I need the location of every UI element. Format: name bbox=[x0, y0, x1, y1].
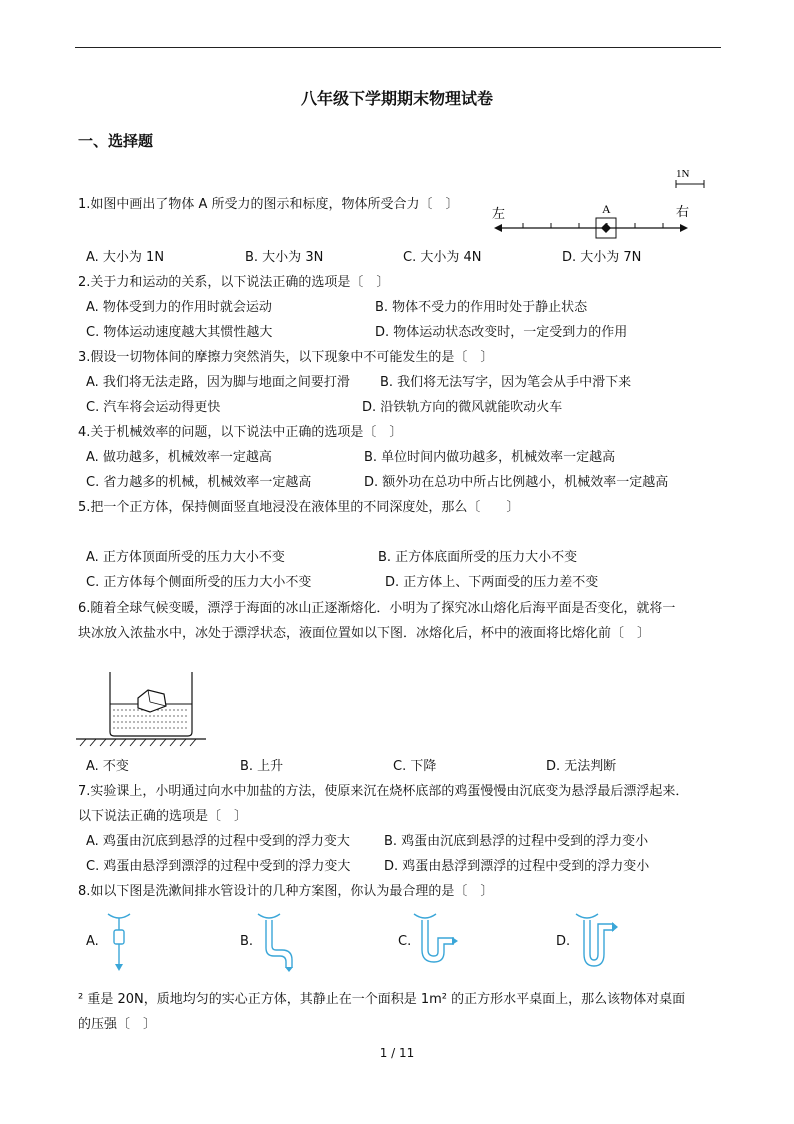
q5-option-b[interactable]: B. 正方体底面所受的压力大小不变 bbox=[378, 550, 578, 565]
page-title: 八年级下学期期末物理试卷 bbox=[300, 89, 493, 108]
q2-option-b[interactable]: B. 物体不受力的作用时处于静止状态 bbox=[375, 300, 588, 315]
right-label: 右 bbox=[676, 205, 690, 220]
q4-option-b[interactable]: B. 单位时间内做功越多，机械效率一定越高 bbox=[364, 450, 616, 465]
question-3-stem: 3.假设一切物体间的摩擦力突然消失，以下现象中不可能发生的是〔 〕 bbox=[78, 350, 494, 365]
question-7-stem-line-1: 7.实验课上，小明通过向水中加盐的方法，使原来沉在烧杯底部的鸡蛋慢慢由沉底变为悬浮最后漂浮起来． bbox=[78, 784, 689, 799]
question-9-stem-line-1: ² 重是 20N，质地均匀的实心正方体，其静止在一个面积是 1m² 的正方形水平桌面上，那么该物体对桌面 bbox=[78, 992, 686, 1007]
q5-option-c[interactable]: C. 正方体每个侧面所受的压力大小不变 bbox=[86, 575, 312, 590]
header-rule bbox=[75, 47, 721, 48]
question-5-stem: 5.把一个正方体，保持侧面竖直地浸没在液体里的不同深度处，那么〔 〕 bbox=[78, 500, 520, 515]
q1-option-b[interactable]: B. 大小为 3N bbox=[245, 250, 324, 265]
q8-option-b[interactable]: B. bbox=[240, 934, 254, 949]
q7-option-c[interactable]: C. 鸡蛋由悬浮到漂浮的过程中受到的浮力变大 bbox=[86, 859, 351, 874]
question-7-stem-line-2: 以下说法正确的选项是〔 〕 bbox=[78, 809, 248, 824]
q2-option-d[interactable]: D. 物体运动状态改变时，一定受到力的作用 bbox=[375, 325, 628, 340]
object-point-icon bbox=[601, 223, 611, 233]
q8-option-d[interactable]: D. bbox=[556, 934, 571, 949]
arrow-right-icon bbox=[680, 224, 688, 232]
question-1-stem: 1.如图中画出了物体 A 所受力的图示和标度，物体所受合力〔 〕 bbox=[78, 197, 459, 212]
drain-p-trap-icon bbox=[412, 910, 458, 972]
scale-label: 1N bbox=[676, 168, 690, 180]
q8-option-c[interactable]: C. bbox=[398, 934, 412, 949]
q3-option-c[interactable]: C. 汽车将会运动得更快 bbox=[86, 400, 221, 415]
q6-option-a[interactable]: A. 不变 bbox=[86, 759, 129, 774]
q2-option-c[interactable]: C. 物体运动速度越大其惯性越大 bbox=[86, 325, 273, 340]
q4-option-d[interactable]: D. 额外功在总功中所占比例越小，机械效率一定越高 bbox=[364, 475, 669, 490]
q1-option-c[interactable]: C. 大小为 4N bbox=[403, 250, 482, 265]
q7-option-a[interactable]: A. 鸡蛋由沉底到悬浮的过程中受到的浮力变大 bbox=[86, 834, 350, 849]
q3-option-d[interactable]: D. 沿铁轨方向的微风就能吹动火车 bbox=[362, 400, 563, 415]
q2-option-a[interactable]: A. 物体受到力的作用时就会运动 bbox=[86, 300, 272, 315]
q3-option-a[interactable]: A. 我们将无法走路，因为脚与地面之间要打滑 bbox=[86, 375, 350, 390]
force-diagram bbox=[486, 160, 716, 240]
q7-option-d[interactable]: D. 鸡蛋由悬浮到漂浮的过程中受到的浮力变小 bbox=[384, 859, 650, 874]
arrow-left-icon bbox=[494, 224, 502, 232]
q3-option-b[interactable]: B. 我们将无法写字，因为笔会从手中滑下来 bbox=[380, 375, 632, 390]
q1-option-a[interactable]: A. 大小为 1N bbox=[86, 250, 165, 265]
q4-option-c[interactable]: C. 省力越多的机械，机械效率一定越高 bbox=[86, 475, 312, 490]
question-2-stem: 2.关于力和运动的关系，以下说法正确的选项是〔 〕 bbox=[78, 275, 390, 290]
question-8-stem: 8.如以下图是洗漱间排水管设计的几种方案图，你认为最合理的是〔 〕 bbox=[78, 884, 494, 899]
q7-option-b[interactable]: B. 鸡蛋由沉底到悬浮的过程中受到的浮力变小 bbox=[384, 834, 649, 849]
question-9-stem-line-2: 的压强〔 〕 bbox=[78, 1017, 157, 1032]
section-heading: 一、选择题 bbox=[78, 132, 154, 150]
q5-option-a[interactable]: A. 正方体顶面所受的压力大小不变 bbox=[86, 550, 285, 565]
q4-option-a[interactable]: A. 做功越多，机械效率一定越高 bbox=[86, 450, 272, 465]
object-label: A bbox=[602, 202, 611, 216]
q1-option-d[interactable]: D. 大小为 7N bbox=[562, 250, 642, 265]
q6-option-b[interactable]: B. 上升 bbox=[240, 759, 284, 774]
drain-straight-pipe-icon bbox=[104, 910, 134, 972]
q6-option-d[interactable]: D. 无法判断 bbox=[546, 759, 617, 774]
drain-u-trap-icon bbox=[572, 910, 618, 972]
question-4-stem: 4.关于机械效率的问题，以下说法中正确的选项是〔 〕 bbox=[78, 425, 403, 440]
question-6-stem-line-2: 块冰放入浓盐水中，冰处于漂浮状态，液面位置如以下图．冰熔化后，杯中的液面将比熔化前〔 〕 bbox=[78, 626, 651, 641]
ice-block bbox=[138, 690, 166, 712]
ice-in-brine-diagram bbox=[76, 668, 206, 748]
q5-option-d[interactable]: D. 正方体上、下两面受的压力差不变 bbox=[385, 575, 599, 590]
left-label: 左 bbox=[492, 207, 506, 222]
q8-option-a[interactable]: A. bbox=[86, 934, 99, 949]
q6-option-c[interactable]: C. 下降 bbox=[393, 759, 437, 774]
question-6-stem-line-1: 6.随着全球气候变暖，漂浮于海面的冰山正逐渐熔化．小明为了探究冰山熔化后海平面是否变化，就将一 bbox=[78, 601, 676, 616]
drain-bent-pipe-icon bbox=[256, 910, 296, 972]
page-number: 1 / 11 bbox=[379, 1046, 415, 1060]
